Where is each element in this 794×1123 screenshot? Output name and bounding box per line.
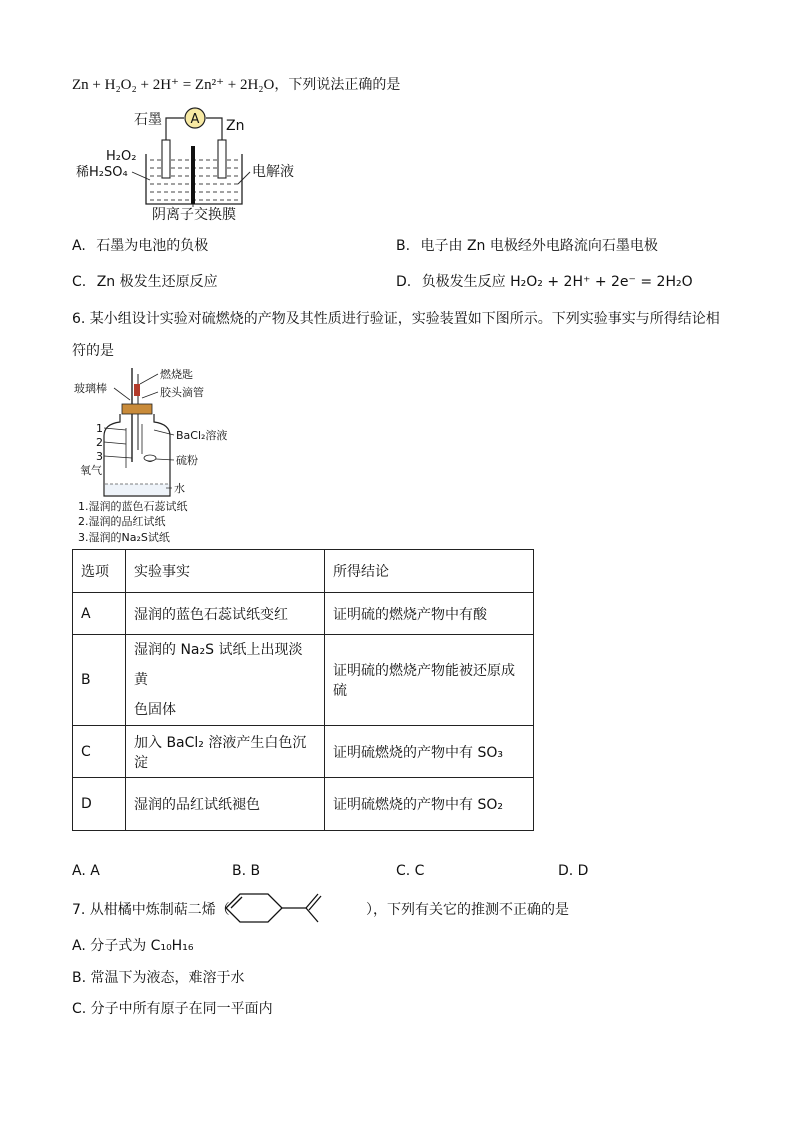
h2so4-label: 稀H₂SO₄: [76, 165, 128, 180]
ammeter-label: A: [190, 112, 200, 127]
note-3: 3.湿润的Na₂S试纸: [78, 531, 170, 544]
header-fact: 实验事实: [126, 550, 325, 593]
table-header-row: [73, 550, 534, 593]
graphite-label: 石墨: [134, 112, 162, 128]
note-1: 1.湿润的蓝色石蕊试纸: [78, 500, 188, 513]
q6-stem-line2: 符的是: [72, 343, 114, 359]
num-1: 1: [96, 422, 103, 435]
q5-option-a[interactable]: A. 石墨为电池的负极: [72, 238, 209, 254]
q6-table: [72, 549, 534, 831]
q6-stem-line1: 6. 某小组设计实验对硫燃烧的产物及其性质进行验证，实验装置如下图所示。下列实验事实与所得结论相: [72, 311, 720, 327]
header-conclusion: 所得结论: [325, 550, 534, 593]
q5-option-d[interactable]: D. 负极发生反应 H₂O₂ + 2H⁺ + 2e⁻ = 2H₂O: [396, 274, 693, 290]
q6-apparatus-figure: [70, 364, 270, 546]
q7-stem-a: 7. 从柑橘中炼制萜二烯（: [72, 902, 230, 918]
membrane: [191, 146, 195, 204]
q7-option-c[interactable]: C. 分子中所有原子在同一平面内: [72, 1001, 273, 1017]
zinc-electrode: [218, 140, 226, 178]
stopper: [122, 404, 152, 414]
h2o2-label: H₂O₂: [106, 149, 137, 164]
q7-option-b[interactable]: B. 常温下为液态，难溶于水: [72, 970, 245, 986]
bacl2-label: BaCl₂溶液: [176, 429, 228, 442]
zinc-label: Zn: [226, 118, 245, 134]
q5-battery-figure: [70, 104, 310, 228]
q7-stem-b: ），下列有关它的推测不正确的是: [366, 902, 569, 918]
sulfur-label: 硫粉: [176, 454, 198, 467]
electrolyte-label: 电解液: [252, 164, 294, 180]
q6-answer-a[interactable]: A. A: [72, 863, 100, 879]
note-2: 2.湿润的品红试纸: [78, 515, 166, 528]
q5-equation: Zn + H₂O₂ + 2H⁺ = Zn²⁺ + 2H₂O: [72, 77, 275, 93]
q5-stem: [72, 74, 400, 94]
oxygen-label: 氧气: [80, 464, 102, 477]
num-2: 2: [96, 436, 103, 449]
header-option: 选项: [73, 550, 126, 593]
graphite-electrode: [162, 140, 170, 178]
limonene-structure: [220, 888, 360, 928]
glass-rod-label: 玻璃棒: [74, 382, 107, 395]
spoon-label: 燃烧匙: [160, 368, 193, 381]
membrane-label: 阴离子交换膜: [152, 207, 236, 223]
table-row: D 湿润的品红试纸褪色 证明硫燃烧的产物中有 SO₂: [73, 778, 534, 831]
water-label: 水: [174, 482, 185, 495]
table-row: C 加入 BaCl₂ 溶液产生白色沉淀 证明硫燃烧的产物中有 SO₃: [73, 726, 534, 778]
num-3: 3: [96, 450, 103, 463]
table-row: B 湿润的 Na₂S 试纸上出现淡黄 色固体 证明硫的燃烧产物能被还原成硫: [73, 635, 534, 726]
q6-answer-c[interactable]: C. C: [396, 863, 425, 879]
dropper-label: 胶头滴管: [160, 386, 204, 399]
q5-question: ，下列说法正确的是: [274, 77, 401, 93]
q7-option-a[interactable]: A. 分子式为 C₁₀H₁₆: [72, 938, 194, 954]
table-row: A 湿润的蓝色石蕊试纸变红 证明硫的燃烧产物中有酸: [73, 593, 534, 635]
q6-answer-b[interactable]: B. B: [232, 863, 261, 879]
q5-option-c[interactable]: C. Zn 极发生还原反应: [72, 274, 218, 290]
q5-option-b[interactable]: B. 电子由 Zn 电极经外电路流向石墨电极: [396, 238, 658, 254]
q6-answer-d[interactable]: D. D: [558, 863, 589, 879]
